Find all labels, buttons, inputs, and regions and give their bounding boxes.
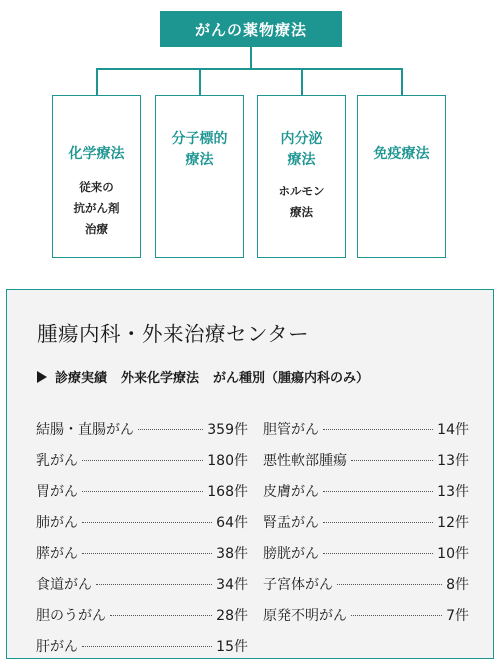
branch-endocrine: [257, 95, 346, 258]
leader-dots: [323, 553, 433, 554]
root-node: がんの薬物療法: [160, 11, 342, 47]
branch-title: 内分泌 療法: [280, 131, 323, 168]
connector-branch-4: [401, 68, 403, 95]
cancer-type: 結腸・直腸がん: [36, 421, 134, 438]
list-item: [36, 413, 248, 444]
case-count: 38件: [216, 545, 248, 562]
leader-dots: [138, 429, 203, 430]
cancer-type: 肺がん: [36, 514, 78, 531]
connector-horizontal: [96, 68, 402, 70]
list-item: [36, 630, 248, 661]
case-count: 34件: [216, 576, 248, 593]
list-item: [263, 413, 469, 444]
branch-title: 分子標的 療法: [171, 131, 228, 168]
list-item: [36, 537, 248, 568]
subheading-label: 診療実績: [55, 371, 108, 386]
cancer-type: 胆管がん: [263, 421, 319, 438]
case-count: 168件: [207, 483, 248, 500]
case-count: 64件: [216, 514, 248, 531]
leader-dots: [110, 615, 212, 616]
leader-dots: [323, 429, 433, 430]
branch-molecular-targeted: [155, 95, 244, 258]
cancer-type: 食道がん: [36, 576, 92, 593]
list-item: [263, 537, 469, 568]
right-case-list: [263, 413, 469, 630]
leader-dots: [351, 460, 433, 461]
list-item: [263, 599, 469, 630]
cancer-type: 胃がん: [36, 483, 78, 500]
leader-dots: [96, 584, 212, 585]
leader-dots: [82, 491, 203, 492]
leader-dots: [82, 646, 212, 647]
panel-subheading: [37, 367, 369, 386]
branch-subtitle: 従来の 抗がん剤 治療: [73, 180, 120, 236]
case-count: 359件: [207, 421, 248, 438]
leader-dots: [82, 553, 212, 554]
cancer-type: 皮膚がん: [263, 483, 319, 500]
list-item: [36, 475, 248, 506]
branch-immunotherapy: [357, 95, 446, 258]
case-count: 14件: [437, 421, 469, 438]
list-item: [263, 475, 469, 506]
list-item: [36, 568, 248, 599]
case-count: 12件: [437, 514, 469, 531]
case-count: 180件: [207, 452, 248, 469]
leader-dots: [323, 491, 433, 492]
cancer-type: 原発不明がん: [263, 607, 347, 624]
list-item: [36, 506, 248, 537]
cancer-type: 肝がん: [36, 638, 78, 655]
cancer-type: 膵がん: [36, 545, 78, 562]
case-count: 7件: [446, 607, 469, 624]
branch-subtitle: ホルモン 療法: [278, 184, 325, 219]
connector-branch-2: [199, 68, 201, 95]
list-item: [263, 568, 469, 599]
case-count: 13件: [437, 483, 469, 500]
connector-branch-1: [96, 68, 98, 95]
connector-branch-3: [301, 68, 303, 95]
cancer-type: 胆のうがん: [36, 607, 106, 624]
cancer-type: 乳がん: [36, 452, 78, 469]
leader-dots: [82, 522, 212, 523]
leader-dots: [337, 584, 442, 585]
subheading-category: がん種別（腫瘍内科のみ）: [213, 371, 370, 386]
cancer-type: 腎盂がん: [263, 514, 319, 531]
list-item: [263, 506, 469, 537]
branch-chemotherapy: [52, 95, 141, 258]
list-item: [36, 444, 248, 475]
case-count: 13件: [437, 452, 469, 469]
cancer-type: 膀胱がん: [263, 545, 319, 562]
cancer-type: 子宮体がん: [263, 576, 333, 593]
left-case-list: [36, 413, 248, 661]
case-count: 8件: [446, 576, 469, 593]
results-panel: [6, 289, 494, 659]
leader-dots: [351, 615, 442, 616]
list-item: [36, 599, 248, 630]
connector-trunk: [250, 47, 252, 69]
case-count: 10件: [437, 545, 469, 562]
leader-dots: [82, 460, 203, 461]
triangle-bullet-icon: [37, 371, 47, 383]
branch-title: 化学療法: [68, 146, 125, 162]
cancer-type: 悪性軟部腫瘍: [263, 452, 347, 469]
case-count: 28件: [216, 607, 248, 624]
panel-title: 腫瘍内科・外来治療センター: [37, 322, 310, 346]
subheading-section: 外来化学療法: [121, 371, 200, 386]
leader-dots: [323, 522, 433, 523]
branch-title: 免疫療法: [373, 146, 430, 162]
list-item: [263, 444, 469, 475]
case-count: 15件: [216, 638, 248, 655]
